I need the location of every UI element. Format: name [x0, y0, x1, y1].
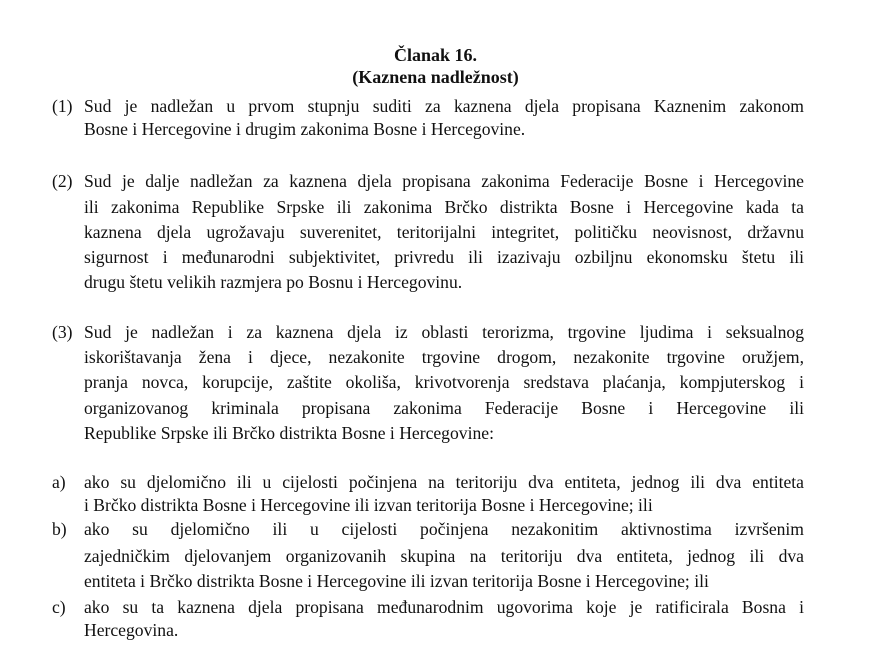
- list-item-line: i Brčko distrikta Bosne i Hercegovine ili izvan teritorija Bosne i Hercegovine; ili: [84, 495, 653, 515]
- list-item-line: entiteta i Brčko distrikta Bosne i Hercegovine ili izvan teritorija Bosne i Hercegovine; ili: [84, 571, 709, 591]
- paragraph-marker: (1): [52, 96, 73, 116]
- list-item-line: Hercegovina.: [84, 620, 179, 640]
- list-item-line: ako su djelomično ili u cijelosti počinjena nezakonitim aktivnostima izvršenim: [84, 519, 804, 539]
- paragraph-line: Sud je nadležan u prvom stupnju suditi za kaznena djela propisana Kaznenim zakonom: [84, 96, 804, 116]
- paragraph-line: iskorištavanja žena i djece, nezakonite trgovine drogom, nezakonite trgovine oružjem,: [84, 347, 804, 367]
- paragraph-line: Sud je nadležan i za kaznena djela iz oblasti terorizma, trgovine ljudima i seksualnog: [84, 322, 804, 342]
- article-subtitle: (Kaznena nadležnost): [352, 67, 519, 87]
- paragraph-line: Republike Srpske ili Brčko distrikta Bosne i Hercegovine:: [84, 423, 494, 443]
- paragraph-line: drugu štetu velikih razmjera po Bosnu i Hercegovinu.: [84, 272, 463, 292]
- list-item-line: ako su djelomično ili u cijelosti počinjena na teritoriju dva entiteta, jednog ili dva entiteta: [84, 472, 804, 492]
- paragraph-line: organizovanog kriminala propisana zakonima Federacije Bosne i Hercegovine ili: [84, 398, 804, 418]
- list-item-line: zajedničkim djelovanjem organizovanih skupina na teritoriju dva entiteta, jednog ili dva: [84, 546, 804, 566]
- article-title: Članak 16.: [393, 45, 478, 65]
- paragraph-line: Sud je dalje nadležan za kaznena djela propisana zakonima Federacije Bosne i Hercegovine: [84, 171, 804, 191]
- paragraph-line: kaznena djela ugrožavaju suverenitet, teritorijalni integritet, političku neovisnost, državnu: [84, 222, 804, 242]
- paragraph-line: sigurnost i međunarodni subjektivitet, privredu ili izazivaju ozbiljnu ekonomsku štetu ili: [84, 247, 804, 267]
- list-item-marker: c): [52, 597, 66, 617]
- paragraph-line: Bosne i Hercegovine i drugim zakonima Bosne i Hercegovine.: [84, 119, 526, 139]
- list-item-marker: a): [52, 472, 66, 492]
- paragraph-marker: (3): [52, 322, 73, 342]
- paragraph-line: ili zakonima Republike Srpske ili zakonima Brčko distrikta Bosne i Hercegovine kada ta: [84, 197, 804, 217]
- paragraph-marker: (2): [52, 171, 73, 191]
- paragraph-line: pranja novca, korupcije, zaštite okoliša, krivotvorenja sredstava plaćanja, kompjuterskog i: [84, 372, 804, 392]
- list-item-marker: b): [52, 519, 67, 539]
- list-item-line: ako su ta kaznena djela propisana međunarodnim ugovorima koje je ratificirala Bosna i: [84, 597, 804, 617]
